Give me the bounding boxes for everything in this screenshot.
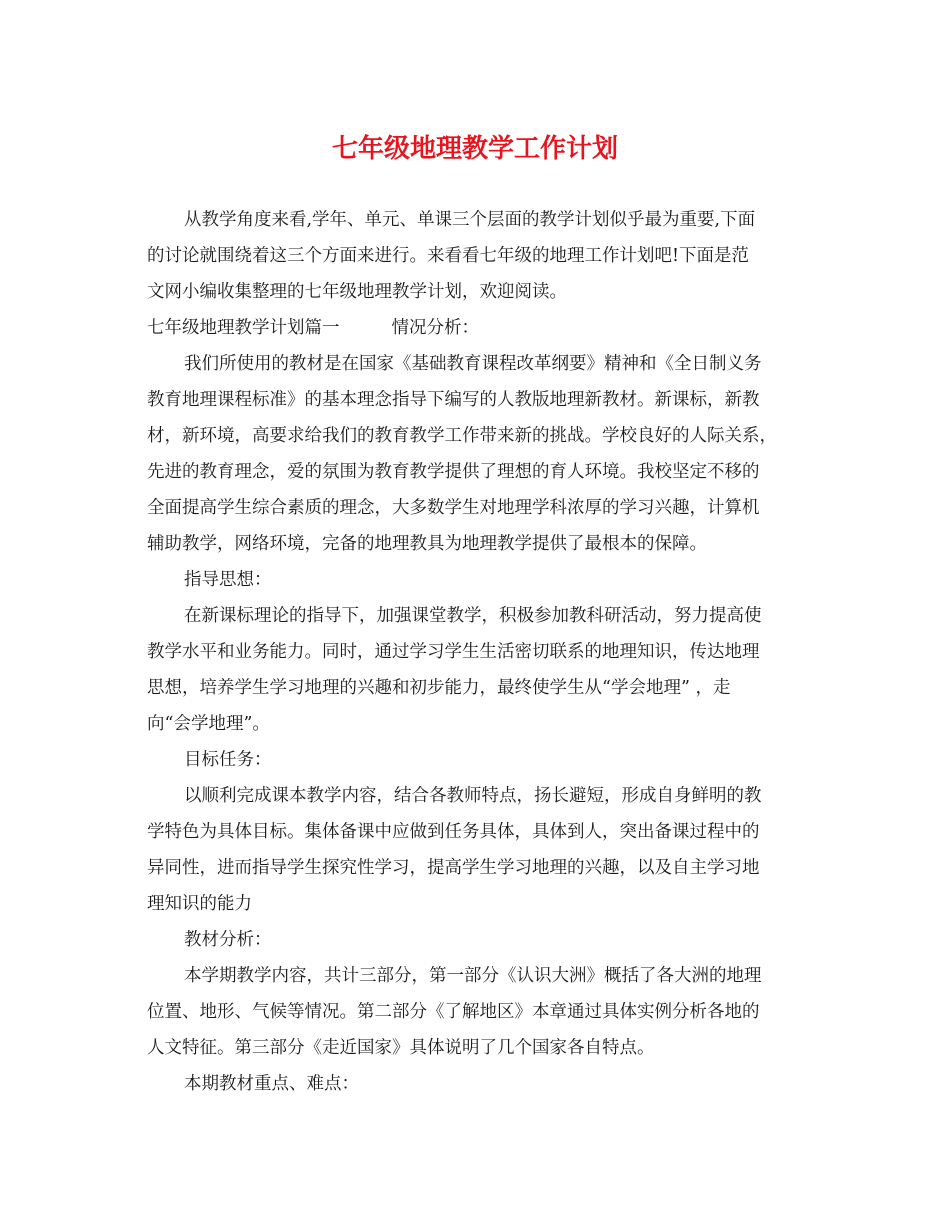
situation-line-6: 辅助教学，网络环境，完备的地理教具为地理教学提供了最根本的保障。	[147, 534, 707, 554]
goals-heading: 目标任务：	[184, 750, 272, 770]
situation-heading: 情况分析：	[391, 318, 479, 338]
situation-line-5: 全面提高学生综合素质的理念，大多数学生对地理学科浓厚的学习兴趣，计算机	[147, 498, 760, 518]
intro-line-2: 的讨论就围绕着这三个方面来进行。来看看七年级的地理工作计划吧!下面是范	[147, 246, 750, 266]
goals-line-2: 学特色为具体目标。集体备课中应做到任务具体，具体到人，突出备课过程中的	[147, 822, 760, 842]
materials-line-1: 本学期教学内容，共计三部分，第一部分《认识大洲》概括了各大洲的地理	[184, 966, 762, 986]
guiding-line-2: 教学水平和业务能力。同时，通过学习学生生活密切联系的地理知识，传达地理	[147, 642, 760, 662]
guiding-line-3: 思想，培养学生学习地理的兴趣和初步能力，最终使学生从“学会地理” ，走	[147, 678, 731, 698]
intro-line-1: 从教学角度来看,学年、单元、单课三个层面的教学计划似乎最为重要,下面	[184, 210, 756, 230]
situation-line-1: 我们所使用的教材是在国家《基础教育课程改革纲要》精神和《全日制义务	[184, 354, 762, 374]
guiding-line-4: 向“会学地理”。	[147, 714, 270, 734]
guiding-line-1: 在新课标理论的指导下，加强课堂教学，积极参加教科研活动，努力提高使	[184, 606, 762, 626]
goals-line-1: 以顺利完成课本教学内容，结合各教师特点，扬长避短，形成自身鲜明的教	[184, 786, 762, 806]
materials-line-3: 人文特征。第三部分《走近国家》具体说明了几个国家各自特点。	[147, 1038, 655, 1058]
situation-line-4: 先进的教育理念，爱的氛围为教育教学提供了理想的育人环境。我校坚定不移的	[147, 462, 760, 482]
section-label: 七年级地理教学计划篇一	[147, 318, 340, 338]
materials-line-2: 位置、地形、气候等情况。第二部分《了解地区》本章通过具体实例分析各地的	[147, 1002, 760, 1022]
section-header-line	[147, 316, 479, 340]
goals-line-4: 理知识的能力	[147, 894, 252, 914]
goals-line-3: 异同性，进而指导学生探究性学习，提高学生学习地理的兴趣，以及自主学习地	[147, 858, 760, 878]
intro-line-3: 文网小编收集整理的七年级地理教学计划，欢迎阅读。	[147, 282, 567, 302]
situation-line-3: 材，新环境，高要求给我们的教育教学工作带来新的挑战。学校良好的人际关系，	[147, 426, 777, 446]
guiding-heading: 指导思想：	[184, 570, 272, 590]
keypoints-heading: 本期教材重点、难点：	[184, 1074, 359, 1094]
situation-line-2: 教育地理课程标准》的基本理念指导下编写的人教版地理新教材。新课标，新教	[147, 390, 760, 410]
materials-heading: 教材分析：	[184, 930, 272, 950]
document-title: 七年级地理教学工作计划	[331, 134, 618, 164]
